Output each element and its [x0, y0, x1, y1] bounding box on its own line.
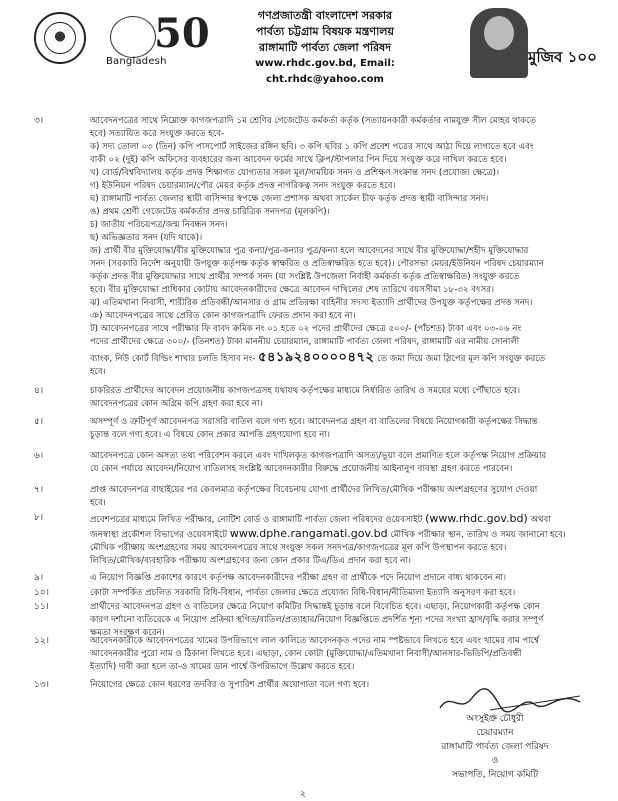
text-line: খ) বোর্ড/বিশ্ববিদ্যালয় কর্তৃক প্রদত্ত শিক্ষাগত যোগ্যতার সকল মূল/সাময়িক সনদ ও প্রশিক্ষণ সংক্রান্ত সনদ (প্রযোজ্য ক্ষেত্রে)।	[90, 168, 500, 178]
text-line: প্রার্থীদের আবেদনপত্র গ্রহণ ও বাতিলের ক্ষেত্রে নিয়োগ কমিটির সিদ্ধান্তই চূড়ান্ত বলে বিবেচিত হবে। এছাড়া, নিয়োগকারী কর্তৃপক্ষ কোন	[90, 602, 541, 612]
item-text	[90, 484, 590, 510]
signatory-office: রাঙ্গামাটি পার্বত্য জেলা পরিষদ	[441, 742, 549, 752]
text-line: হবে।	[90, 367, 106, 377]
text-line: মৌখিক পরীক্ষায় অংশগ্রহণের সময় আবেদনপত্রের সাথে সংযুক্ত সকল সনদপত্র/কাগজপত্রের মূল কপি উপস্থাপন করতে হবে।	[90, 543, 507, 553]
mujib-100-logo	[470, 8, 600, 80]
text-line: ঙ) প্রথম শ্রেণী গেজেটেড কর্মকর্তার প্রদত্ত চারিত্রিক সনদপত্র (মূলকপি)।	[90, 207, 330, 217]
text-line: ক্ষমতা সংরক্ষণ করেন।	[90, 628, 165, 638]
text-line: আবেদনপত্রের কোন অগ্রিম কপি গ্রহণ করা হবে না।	[90, 399, 263, 409]
text-line: ক) সদ্য তোলা ০৩ (তিন) কপি পাসপোর্ট সাইজের রঙ্গিন ছবি। ৩ কপি ছবির ১ কপি প্রবেশ পত্রের সাথে আঠা দিয়ে লাগাতে হবে এবং	[90, 142, 534, 152]
text-line: ঞ) আবেদনপত্রের সাথে প্রেরিত কোন কাগজপত্রাদি ফেরত প্রদান করা হবে না।	[90, 311, 356, 321]
text-line: আবেদনকারীকে আবেদনপত্রের খামের উপরিভাগে লাল কালিতে আবেদনকৃত পদের নাম স্পষ্টভাবে লিখতে হবে এবং খামের বাম পার্শ্বে	[90, 636, 540, 646]
text-line: পদের প্রার্থীদের ক্ষেত্রে ৩০০/- (তিনশত) টাকা মাননীয় চেয়ারম্যান, রাঙ্গামাটি পার্বত্য জেলা পরিষদ, রাঙ্গামাটি এর নামীয় সোনালী	[90, 337, 520, 347]
signatory-committee: সভাপতি, নিয়োগ কমিটি	[451, 770, 538, 780]
text-line: হবে।	[90, 498, 106, 508]
text-line: ঝ) এতিমখানা নিবাসী, শারীরিক প্রতিবন্ধী/আনসার ও গ্রাম প্রতিরক্ষা বাহিনীর সদস্য ইত্যাদি প্রার্থীদের উপযুক্ত কর্তৃপক্ষের প্রদত্ত সনদ।	[90, 298, 533, 308]
text-line: চাকরিরত প্রার্থীদের আবেদন প্রয়োজনীয় কাগজপত্রসহ যথাযথ কর্তৃপক্ষের মাধ্যমে নির্ধারিত তারিখ ও সময়ের মধ্যে পৌঁছাতে হবে।	[90, 386, 521, 396]
text-line: কর্তৃক প্রদত্ত বীর মুক্তিযোদ্ধার সাথে প্রার্থীর সম্পর্ক সনদ (যা সংশ্লিষ্ট উপজেলা নির্বাহী কর্মকর্তা কর্তৃক প্রতিস্বাক্ষরিত) সংযুক্ত করতে	[90, 272, 520, 282]
account-suffix: তে জমা দিয়ে জমা স্লিপের মূল কপি সংযুক্ত করতে	[377, 354, 546, 364]
letterhead	[200, 8, 450, 88]
item-number: ৬।	[34, 451, 44, 461]
item-text	[90, 115, 590, 379]
website-link[interactable]: www.dphe.rangamati.gov.bd	[229, 527, 388, 540]
govt-name: গণপ্রজাতন্ত্রী বাংলাদেশ সরকার	[257, 9, 393, 22]
item-text	[90, 587, 590, 600]
item-number: ৯।	[34, 573, 44, 583]
account-number: ৫৪১৯২৪০০০০৪৭২	[258, 350, 375, 365]
text-segment: জনস্বাস্থ্য প্রকৌশল বিভাগের ওয়েবসাইটে	[90, 530, 228, 540]
text-segment: মৌখিক পরীক্ষার স্থান, তারিখ ও সময় জানানো হবে।	[390, 530, 566, 540]
item-number: ১০।	[34, 588, 49, 598]
page-number: ২	[300, 789, 306, 799]
text-line: হবে। বীর মুক্তিযোদ্ধা প্রাধিকার কোটায় আবেদনকারীদের ক্ষেত্রে আবেদন দাখিলের শেষ তারিখে বয়সসীমা ১৮-৩২ বৎসর।	[90, 285, 495, 295]
signatory-name: অংসুইপ্রু চৌধুরী	[466, 714, 524, 724]
text-line: এ নিয়োগ বিজ্ঞপ্তি প্রকাশের কারণে কর্তৃপক্ষ আবেদনকারীদের পরীক্ষা গ্রহণ বা প্রার্থীকে পদে নিয়োগ প্রদানে বাধ্য থাকবেন না।	[90, 573, 507, 583]
item-number: ১১।	[34, 602, 49, 612]
text-line: চূড়ান্ত বলে গণ্য হবে। এ বিষয়ে কোন প্রকার আপত্তি গ্রহণযোগ্য হবে না।	[90, 430, 330, 440]
item-text	[90, 635, 590, 674]
ministry-name: পার্বত্য চট্টগ্রাম বিষয়ক মন্ত্রণালয়	[256, 25, 394, 38]
text-line: নিয়োগের ক্ষেত্রে কোন ধরণের তদবির ও সুপারিশ প্রার্থীর অযোগ্যতা বলে গণ্য হবে।	[90, 680, 370, 690]
text-line: ঘ) রাঙ্গামাটি পার্বত্য জেলার স্থায়ী বাসিন্দার স্বপক্ষে জেলা প্রশাসক অথবা সার্কেল চীফ কর্তৃক প্রদত্ত স্থায়ী বাসিন্দার সনদ।	[90, 194, 489, 204]
text-line: ছ) অভিজ্ঞতার সনদ (যদি থাকে)।	[90, 233, 203, 243]
text-segment: প্রবেশপত্রের মাধ্যমে লিখিত পরীক্ষার, নোটিশ বোর্ড ও রাঙ্গামাটি পার্বত্য জেলা পরিষদের ওয়েবসাইট	[90, 515, 423, 525]
contact-line: www.rhdc.gov.bd, Email: cht.rhdc@yahoo.com	[255, 58, 395, 85]
item-text	[90, 450, 590, 476]
signature-block	[400, 712, 590, 782]
text-segment: অথবা	[530, 515, 551, 525]
logo-number: 50	[154, 10, 210, 57]
text-line: লিখিত/মৌখিক/ব্যবহারিক পরীক্ষায় অংশগ্রহণের জন্য কোন প্রকার টিএ/ডিএ প্রদান করা হবে না।	[90, 556, 411, 566]
text-line	[90, 527, 590, 542]
text-line: আবেদনপত্রের সাথে নিম্নোক্ত কাগজপত্রাদি ১ম শ্রেণির গেজেটেড কর্মকর্তা কর্তৃক (সত্যায়নকারী কর্মকর্তার নামযুক্ত সীল মোহর থাকতে	[90, 116, 537, 126]
item-number: ৮।	[34, 513, 44, 523]
website-link[interactable]: (www.rhdc.gov.bd)	[425, 512, 528, 525]
item-text	[90, 572, 590, 585]
item-number: ৪।	[34, 386, 44, 396]
portrait-icon	[470, 8, 528, 78]
signatory-title: চেয়ারম্যান	[476, 728, 514, 738]
council-name: রাঙ্গামাটি পার্বত্য জেলা পরিষদ	[258, 41, 392, 54]
account-line	[90, 351, 590, 366]
mujib-label: মুজিব ১০০	[528, 48, 597, 66]
logo-label: Bangladesh	[106, 56, 167, 67]
text-line: জ) প্রার্থী বীর মুক্তিযোদ্ধা/বীর মুক্তিযোদ্ধার পুত্র কন্যা/পুত্র-কন্যার পুত্র/কন্যা হলে আবেদনের সাথে বীর মুক্তিযোদ্ধা/শহীদ মুক্তিযোদ্ধার	[90, 246, 529, 256]
text-line: সনদ (সরকারি নির্দেশ অনুযায়ী উপযুক্ত কর্তৃপক্ষ কর্তৃক স্বাক্ষরিত ও প্রতিস্বাক্ষরিত হতে হবে)। পৌরসভা মেয়র/ইউনিয়ন পরিষদ চেয়ারম্যান	[90, 259, 544, 269]
district-council-logo	[34, 12, 86, 64]
text-line: ট) আবেদনপত্রের সাথে পরীক্ষার ফি বাবদ ক্রমিক নং ০১ হতে ০২ পদের প্রার্থীদের ক্ষেত্রে ৫০০/- (পাঁচশত) টাকা এবং ০৩-০৬ নং	[90, 324, 522, 334]
item-text	[90, 512, 590, 568]
text-line: যে কোন পর্যায়ে আবেদন/নিয়োগ বাতিলসহ সংশ্লিষ্ট আবেদনকারীর বিরুদ্ধে প্রয়োজনীয় আইনানুগ ব্যবস্থা গ্রহণ করতে পারবেন।	[90, 464, 513, 474]
text-line: হবে) সত্যায়িত করে সংযুক্ত করতে হবে-	[90, 129, 225, 139]
text-line: গ) ইউনিয়ন পরিষদ চেয়ারম্যান/পৌর মেয়র কর্তৃক প্রদত্ত নাগরিকত্ব সনদ সংযুক্ত করতে হবে।	[90, 181, 396, 191]
text-line	[90, 512, 590, 527]
item-text	[90, 385, 590, 411]
text-line: চ) জাতীয় পরিচয়পত্র/জন্ম নিবন্ধন সনদ।	[90, 220, 228, 230]
text-line: আবেদনকারীর পুরো নাম ও ঠিকানা লিখতে হবে। এছাড়া, কোন কোটা (মুক্তিযোদ্ধা/এতিমখানা নিবাসী/আনসার-ভিডিপি/প্রতিবন্ধী	[90, 649, 522, 659]
text-line: বাকী ০২ (দুই) কপি অফিসের ব্যবহারের জন্য আবেদন ফর্মের সাথে ক্লিপ/স্টাপলার পিন দিয়ে সংযুক্ত করে দাখিল করতে হবে।	[90, 155, 507, 165]
text-line: কোটা সম্পর্কিত প্রচলিত সরকারি বিধি-বিধান, পার্বত্য জেলার ক্ষেত্রে প্রযোজ্য বিধি-বিধান/নীতিমালা ইত্যাদি অনুসরণ করা হবে।	[90, 588, 516, 598]
item-number: ১২।	[34, 636, 49, 646]
text-line: আবেদনপত্রে কোন অসত্য তথ্য পরিবেশন করলে এবং দাখিলকৃত কাগজপত্রাদি অসত্য/ভূয়া বলে প্রমাণিত হলে কর্তৃপক্ষ নিয়োগ প্রক্রিয়ার	[90, 451, 547, 461]
text-line: অসম্পূর্ণ ও ত্রুটিপূর্ণ আবেদনপত্র সরাসরি বাতিল বলে গণ্য হবে। আবেদনপত্র গ্রহণ বা বাতিলের বিষয়ে নিয়োগকারী কর্তৃপক্ষের সিদ্ধান্ত	[90, 417, 538, 427]
account-prefix: ব্যাংক, নিউ কোর্ট বিল্ডিং শাখার চলতি হিসাব নং-	[90, 354, 256, 364]
item-number: ৭।	[34, 485, 44, 495]
item-text	[90, 416, 590, 442]
text-line: কারণ দর্শানো ব্যতিরেকে এ নিয়োগ প্রক্রিয়া স্থগিত/বাতিল/প্রত্যাহার/নিয়োগ বিজ্ঞপ্তিতে প্রদর্শিত শূন্য পদের সংখ্যা হ্রাস/বৃদ্ধি করার সম্পূর্ণ	[90, 615, 544, 625]
signatory-conjunction: ও	[491, 756, 499, 766]
item-number: ৩।	[34, 116, 44, 126]
bangladesh-50-logo	[92, 10, 210, 74]
item-number: ৫।	[34, 417, 44, 427]
text-line: প্রাপ্ত আবেদনপত্র বাছাইয়ের পর কেবলমাত্র কর্তৃপক্ষের বিবেচনায় যোগ্য প্রার্থীদের লিখিত/মৌখিক পরীক্ষায় অংশগ্রহণের সুযোগ দেওয়া	[90, 485, 538, 495]
text-line: ইত্যাদি) দাবী করা হলে তা-ও খামের ডান পার্শ্বে উপরিভাগে উল্লেখ করতে হবে।	[90, 662, 355, 672]
item-number: ১৩।	[34, 680, 49, 690]
